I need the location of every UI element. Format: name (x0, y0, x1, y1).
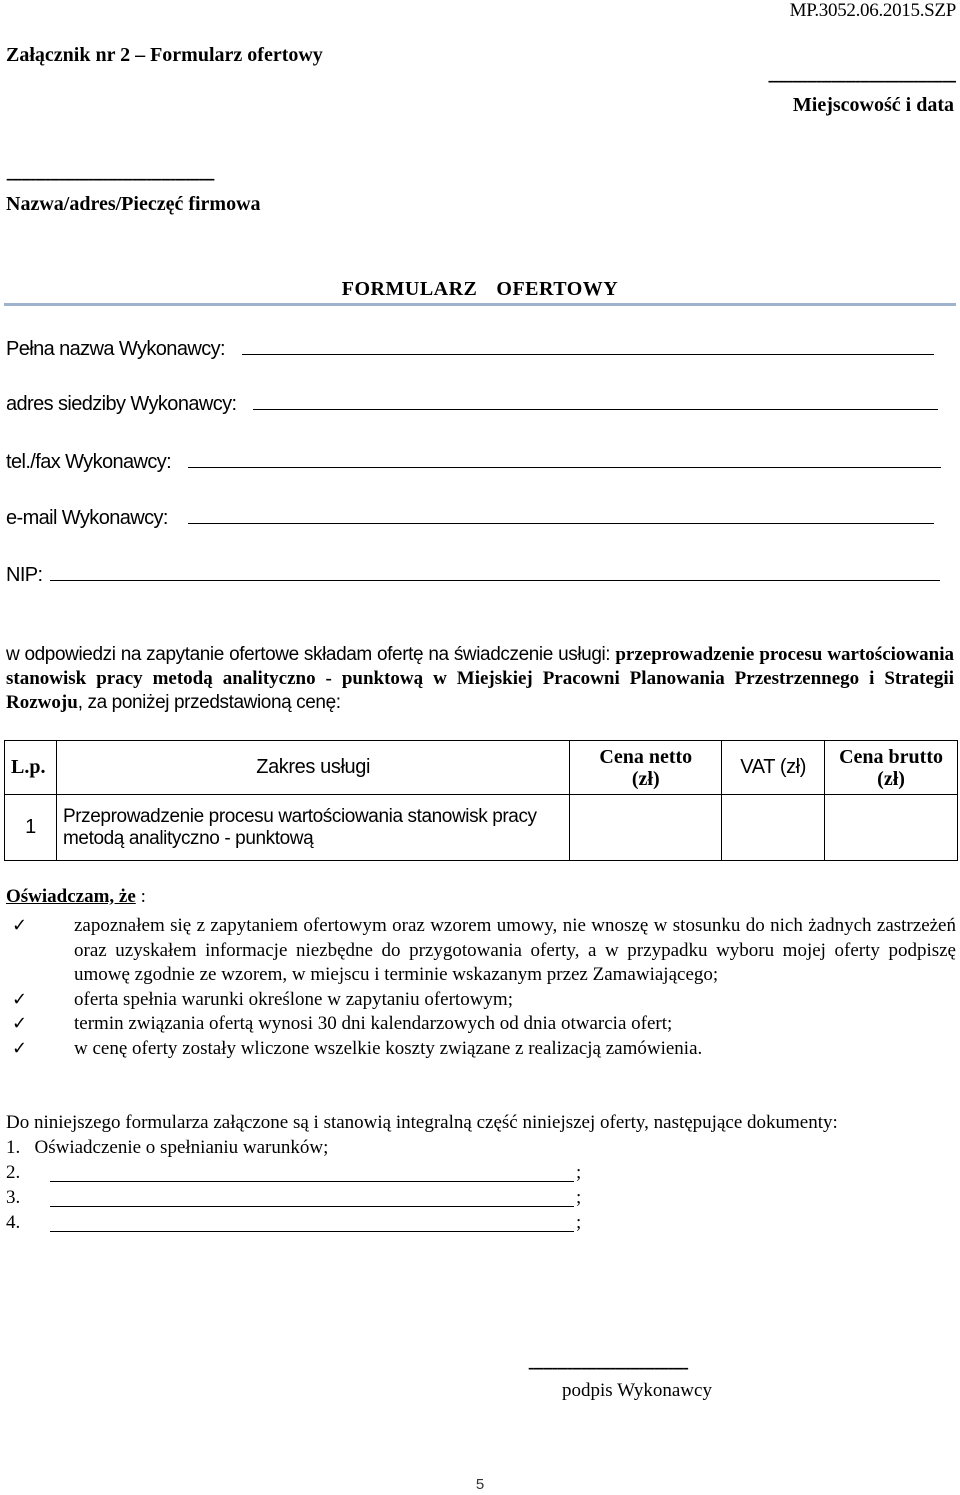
document-reference: MP.3052.06.2015.SZP (789, 0, 956, 21)
intro-service: przeprowadzenie procesu wartościowania stanowisk pracy metodą analityczno - punktową w Miejskiej Pracowni Planowania Przestrzennego i Strategii Rozwoju (6, 644, 954, 713)
full-name-label: Pełna nazwa Wykonawcy: (6, 337, 225, 361)
full-name-field[interactable] (242, 354, 934, 355)
document-item-3 (6, 1187, 20, 1209)
form-title: FORMULARZ OFERTOWY (341, 278, 619, 300)
row-gross-price-cell[interactable] (825, 795, 958, 861)
document-4-field[interactable] (50, 1231, 574, 1232)
intro-tail: , za poniżej przedstawioną cenę: (77, 692, 341, 713)
place-date-label: Miejscowość i data (792, 94, 954, 116)
intro-lead: w odpowiedzi na zapytanie ofertowe składam ofertę na świadczenie usługi: (6, 644, 616, 665)
signature-label: podpis Wykonawcy (562, 1380, 712, 1401)
header-vat: VAT (zł) (722, 741, 825, 795)
company-dashes: ------------------------------------------- (6, 168, 214, 189)
header-gross-price: Cena brutto (zł) (825, 741, 958, 795)
list-item (6, 1037, 956, 1062)
nip-label: NIP: (6, 563, 43, 587)
email-label: e-mail Wykonawcy: (6, 506, 168, 530)
offer-intro (6, 643, 954, 715)
address-field[interactable] (253, 409, 938, 410)
header-lp: L.p. (5, 741, 57, 795)
list-item (6, 1012, 956, 1037)
checkmark-icon: ✓ (12, 988, 28, 1010)
nip-field[interactable] (50, 580, 940, 581)
declarations-list (6, 914, 956, 1061)
page-number: 5 (475, 1476, 485, 1493)
list-item (6, 914, 956, 988)
checkmark-icon: ✓ (12, 1037, 28, 1059)
document-number: 4. (6, 1212, 21, 1233)
declaration-text: oferta spełnia warunki określone w zapytaniu ofertowym; (74, 988, 513, 1010)
declaration-text: zapoznałem się z zapytaniem ofertowym oraz wzorem umowy, nie wnoszę w stosunku do nich żadnych zastrzeżeń oraz uzyskałem informacje niezbędne do przygotowania oferty, a w przypadku wyboru mojej oferty podpiszę umowę zgodnie ze wzorem, w miejscu i terminie wskazanym przez Zamawiającego; (74, 915, 956, 985)
document-item-1 (6, 1137, 328, 1159)
row-net-price-cell[interactable] (570, 795, 722, 861)
signature-dashes: --------------------------------- (528, 1357, 688, 1378)
document-number: 3. (6, 1187, 21, 1208)
table-header-row (5, 741, 958, 795)
attachment-title: Załącznik nr 2 – Formularz ofertowy (6, 44, 323, 66)
document-item-4 (6, 1212, 20, 1234)
checkmark-icon: ✓ (12, 1013, 28, 1034)
document-3-end: ; (576, 1187, 582, 1208)
price-table (4, 740, 958, 861)
row-lp: 1 (5, 795, 57, 861)
declaration-text: w cenę oferty zostały wliczone wszelkie koszty związane z realizacją zamówienia. (74, 1037, 703, 1059)
declarations-heading-text: Oświadczam, że (6, 886, 136, 907)
phone-fax-label: tel./fax Wykonawcy: (6, 450, 172, 474)
declarations-heading-suffix: : (135, 886, 146, 907)
document-number: 1. (6, 1137, 21, 1158)
email-field[interactable] (188, 523, 934, 524)
header-net-price: Cena netto (zł) (570, 741, 722, 795)
document-text: Oświadczenie o spełnianiu warunków; (34, 1137, 329, 1158)
declaration-text: termin związania ofertą wynosi 30 dni kalendarzowych od dnia otwarcia ofert; (74, 1013, 673, 1034)
header-scope: Zakres usługi (56, 741, 569, 795)
row-vat-cell[interactable] (722, 795, 825, 861)
checkmark-icon: ✓ (12, 915, 28, 936)
document-3-field[interactable] (50, 1206, 574, 1207)
row-scope: Przeprowadzenie procesu wartościowania stanowisk pracy metodą analityczno - punktową (56, 795, 569, 861)
document-number: 2. (6, 1162, 21, 1183)
table-row (5, 795, 958, 861)
document-2-end: ; (576, 1162, 582, 1183)
title-divider (4, 303, 956, 306)
company-stamp-label: Nazwa/adres/Pieczęć firmowa (6, 193, 261, 215)
document-4-end: ; (576, 1212, 582, 1233)
document-item-2 (6, 1162, 20, 1184)
declarations-heading (6, 886, 146, 908)
documents-intro: Do niniejszego formularza załączone są i stanowią integralną część niniejszej oferty, następujące dokumenty: (6, 1112, 838, 1133)
list-item (6, 988, 956, 1013)
address-label: adres siedziby Wykonawcy: (6, 392, 237, 416)
document-2-field[interactable] (50, 1181, 574, 1182)
place-date-dashes: --------------------------------------- (767, 70, 956, 91)
phone-fax-field[interactable] (188, 467, 941, 468)
